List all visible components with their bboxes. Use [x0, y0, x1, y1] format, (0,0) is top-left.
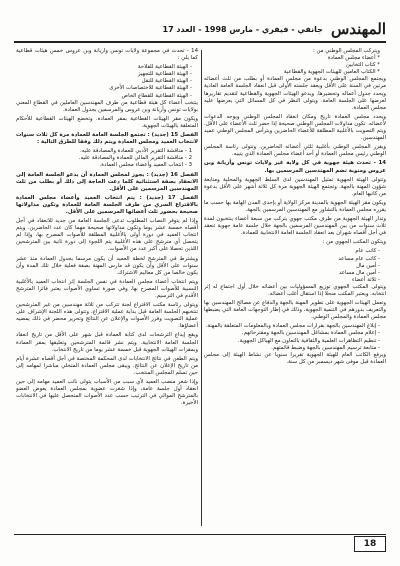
- right-column: [204, 48, 386, 528]
- list-item: - الهيئة القطاعية للفلاحة: [137, 64, 192, 71]
- section-paragraph: الفصل 17 (جديد) : يتم انتخاب العميد وأعضاء مجلس العمادة بالاقتراع السري من طرف الجلسة العامة للعمادة وتكون مداولاتها صحيحة بحضور ثلث أعضائها المرسمين على الأقل.: [16, 194, 198, 215]
- list-item: - الهيئة القطاعية للتجهيز: [137, 71, 192, 78]
- paragraph: ويقع إيداع الترشحات لدى كتابة العمادة قبل شهر على الأقل من تاريخ انعقاد الجلسة العامة الانتخابية. ويتم نشر قائمة المترشحين وتعليقها بمقر العمادة وبمقرات الهيئات الجهوية قبل خمسة عشر يوما من تاريخ الانتخاب.: [16, 332, 198, 353]
- list-item: * كتاب التخابين: [345, 62, 380, 69]
- paragraph: وإذا لم يتوفر النصاب المطلوب تدعى الجلسة العامة من جديد للانعقاد في أجل أقصاه خمسة عشر يوما وتكون مداولاتها صحيحة مهما كان عدد الحاضرين. ويتم انتخاب العميد في دورة أولى بالأغلبية المطلقة للأصوات المصرح بها، وإذا لم يتحصل أي مترشح على هذه الأغلبية يتم اللجوء إلى دورة ثانية بين المترشحين اللذين تحصلا على أكبر عدد من الأصوات.: [16, 218, 198, 253]
- list-item: - الهيئة القطاعية للقطاع الخاص: [121, 92, 192, 99]
- paragraph: ويكون مقر الهيئات القطاعية بمقر العمادة. وتخضع الهيئات القطاعية للأحكام المتعلقة بالهيئات الجهوية.: [16, 115, 198, 129]
- paragraph: وتدار الهيئة الجهوية من طرف مكتب جهوي يتركب من سبعة أعضاء ينتخبون لمدة ثلاث سنوات من بين المهندسين المرسمين بالجهة خلال جلسة عامة جهوية تنعقد في أجل أقصاه شهران بعد انعقاد الجلسة العامة الانتخابية للعمادة.: [204, 216, 386, 237]
- footer-rule: [14, 534, 386, 535]
- column-separator: [201, 50, 202, 526]
- list-item: - كاتب عام مساعد: [338, 255, 380, 262]
- paragraph: ويتولى المكتب الجهوي توزيع المسؤوليات بين أعضائه خلال أول اجتماع له إثر انتخابه. ويعتبر المكتب منحلا إذا استقال أغلب أعضائه.: [204, 283, 386, 297]
- list-item: - إبلاغ المهندسين بالجهة بقرارات مجلس العمادة وبالمعلومات المتعلقة بالمهنة.: [205, 323, 380, 330]
- paragraph: ويجتمع المجلس الوطني بدعوة من مجلس العمادة أو بطلب من ثلث أعضائه مرتين في السنة على الأقل ويعقد جلسته الأولى قبل انعقاد الجلسة العامة العادية ويحدد جدول أعماله وتحضيرها. ويدعو الهيئات الجهوية والقطاعية لتقديم تقاريرها لعرضها على الجلسة العامة. ويتولى النظر في كل المسائل التي يعرضها عليه مجلس العمادة.: [204, 76, 386, 111]
- paragraph: ويتولى رئاسة مكتب الاقتراع لجنة تتركب من ثلاثة مهندسين من غير المترشحين تنتخبهم الجلسة العامة قبل بداية عملية الاقتراع، وتتولى هذه اللجنة الإشراف على عملية التصويت وفرز الأصوات والإعلان عن النتائج وتحرير محضر في ذلك يمضيه أعضاؤها.: [16, 302, 198, 330]
- paragraph: ويرفع الكاتب العام للهيئة الجهوية تقريرا سنويا عن نشاط الهيئة إلى مجلس العمادة قبل موفى شهر ديسمبر من كل سنة.: [204, 351, 386, 365]
- paragraph: ويحدد مجلس العمادة تاريخ ومكان انعقاد المجلس الوطني ويوجه الدعوات لأعضائه. تكون مداولات المجلس الوطني صحيحة إذا حضر ثلث الأعضاء على الأقل. ويتم التصويت بالأغلبية المطلقة للأعضاء الحاضرين ويترأس المجلس الوطني عميد المهندسين.: [204, 113, 386, 142]
- list-item: - الهيئة القطاعية للاختصاصات الأخرى: [109, 85, 192, 92]
- list-item: * الكتاب العامين للهيئات الجهوية والقطاعية: [283, 69, 380, 76]
- list-item: - أمين مال: [356, 262, 380, 269]
- left-column: [16, 48, 198, 528]
- list-item: ويتركب المجلس الوطني من :: [313, 48, 380, 54]
- section-paragraph: الفصل 15 (جديد) : تجتمع الجلسة العامة للعمادة مرة كل ثلاث سنوات لانتخاب العميد ومجلس العمادة ويتم ذلك وفقا للطرق التالية :: [16, 132, 198, 146]
- section-paragraph: 14 - تحدث هيئة جهوية في كل ولاية غير ولايات تونس وأريانة وبن عروس ومنوبة تضم المهندسين المرسمين بها.: [204, 160, 386, 174]
- paragraph: 14 - تحدث في مجموعة ولايات تونس وأريانة وبن عروس خمس هيئات قطاعية كما يلي :: [16, 48, 198, 62]
- paragraph: ويشترط في المترشح لخطة العميد أن يكون مرسما بجدول العمادة منذ عشر سنوات على الأقل وأن يكون قد مارس المهنة بصفة فعلية خلال تلك المدة وأن يكون خالصا من كل معاليم الاشتراك.: [16, 255, 198, 276]
- section-paragraph: الفصل 16 (جديد) : يجوز لمجلس العمادة أن يدعو الجلسة العامة إلى الانعقاد بصفة استثنائية كلما دعت الحاجة إلى ذلك أو بطلب من ثلث المهندسين المرسمين على الأقل.: [16, 171, 198, 192]
- magazine-title: المهندس: [330, 20, 386, 38]
- paragraph: ويتكون المكتب الجهوي من :: [322, 239, 386, 246]
- paragraph: ينتخب أعضاء كل هيئة قطاعية من طرف المهندسين العاملين في القطاع المعني بولايات تونس وأريانة وبن عروس والمرسمين بجدول العمادة.: [16, 99, 198, 113]
- page-header: [14, 18, 386, 40]
- list-item: - كاتب عام: [355, 248, 380, 255]
- paragraph: وإذا شغر منصب العميد لأي سبب من الأسباب يتولى نائب العميد مهامه إلى حين انعقاد أول جلسة عامة، وإذا شغرت عضوية بمجلس العمادة يعوض العضو بالمترشح الموالي في الترتيب حسب عدد الأصوات المتحصل عليها في الانتخابات الأخيرة.: [16, 379, 198, 407]
- list-item: - تنظيم التظاهرات العلمية والثقافية بالتعاون مع الهياكل الجهوية.: [237, 337, 380, 344]
- paragraph: وتتولى الهيئة الجهوية تمثيل المهندسين لدى السلط الجهوية والمحلية ومتابعة شؤون المهنة بالجهة. وتجتمع الهيئة الجهوية مرة كل ثلاثة أشهر على الأقل بدعوة من كاتبها العام.: [204, 176, 386, 197]
- list-item: 2 - مناقشة التقرير المالي للعمادة والمصادقة عليه.: [78, 155, 192, 162]
- page-number: 18: [354, 536, 386, 552]
- list-item: 1 - مناقشة التقرير الأدبي للعمادة والمصادقة عليه.: [79, 148, 192, 155]
- list-item: - أمين مال مساعد: [338, 269, 380, 276]
- list-item: - ثلاثة أعضاء: [351, 276, 380, 283]
- header-rule: [14, 41, 386, 43]
- list-item: - الهيئة القطاعية للنقل: [141, 78, 192, 85]
- paragraph: ويتم انتخاب أعضاء مجلس العمادة في نفس الجلسة إثر انتخاب العميد بالأغلبية النسبية للأصوات المصرح بها، وفي صورة تساوي الأصوات يعتبر فائزا المترشح الأقدم في الترسيم.: [16, 278, 198, 299]
- list-item: - إعلام مجلس العمادة بمشاغل المهندسين بالجهة ومقترحاتهم.: [241, 330, 380, 337]
- paragraph: ويكون مقر الهيئة الجهوية بالمدينة مركز الولاية أو بإحدى المدن الهامة بها حسب ما يقرره مجلس العمادة بالتشاور مع المهندسين المرسمين بالجهة.: [204, 199, 386, 213]
- paragraph: وتعمل الهيئات الجهوية على تطوير المهنة بالجهة والدفاع عن مصالح المهندسين بها والتعريف بدورهم في التنمية الجهوية، وذلك في إطار التوجهات العامة التي يضبطها مجلس العمادة والمجلس الوطني.: [204, 300, 386, 321]
- issue-info: جانفي - فيفري - مارس 1998 - العدد 17: [162, 24, 323, 34]
- list-item: - متابعة ترسيم المهندسين بالجهة وضبط قائمتهم.: [271, 344, 380, 351]
- paragraph: ويتم الطعن في نتائج الانتخابات لدى المحكمة المختصة في أجل أقصاه عشرة أيام من تاريخ الإعلان عن النتائج. ويبقى مجلس العمادة المتخلي مباشرا لمهامه إلى حين تسلم المجلس المنتخب.: [16, 355, 198, 376]
- paragraph: ويقرر المجلس الوطني بأغلبية ثلثي أعضائه الحاضرين. وتتولى رئاسة المجلس الوطني رئيس مجلس العمادة أو أحد أعضاء مجلس العمادة الذي ينيبه.: [204, 144, 386, 158]
- list-item: * أعضاء مجلس العمادة: [327, 55, 380, 62]
- list-item: 3 - انتخاب العميد وأعضاء مجلس العمادة.: [99, 162, 192, 169]
